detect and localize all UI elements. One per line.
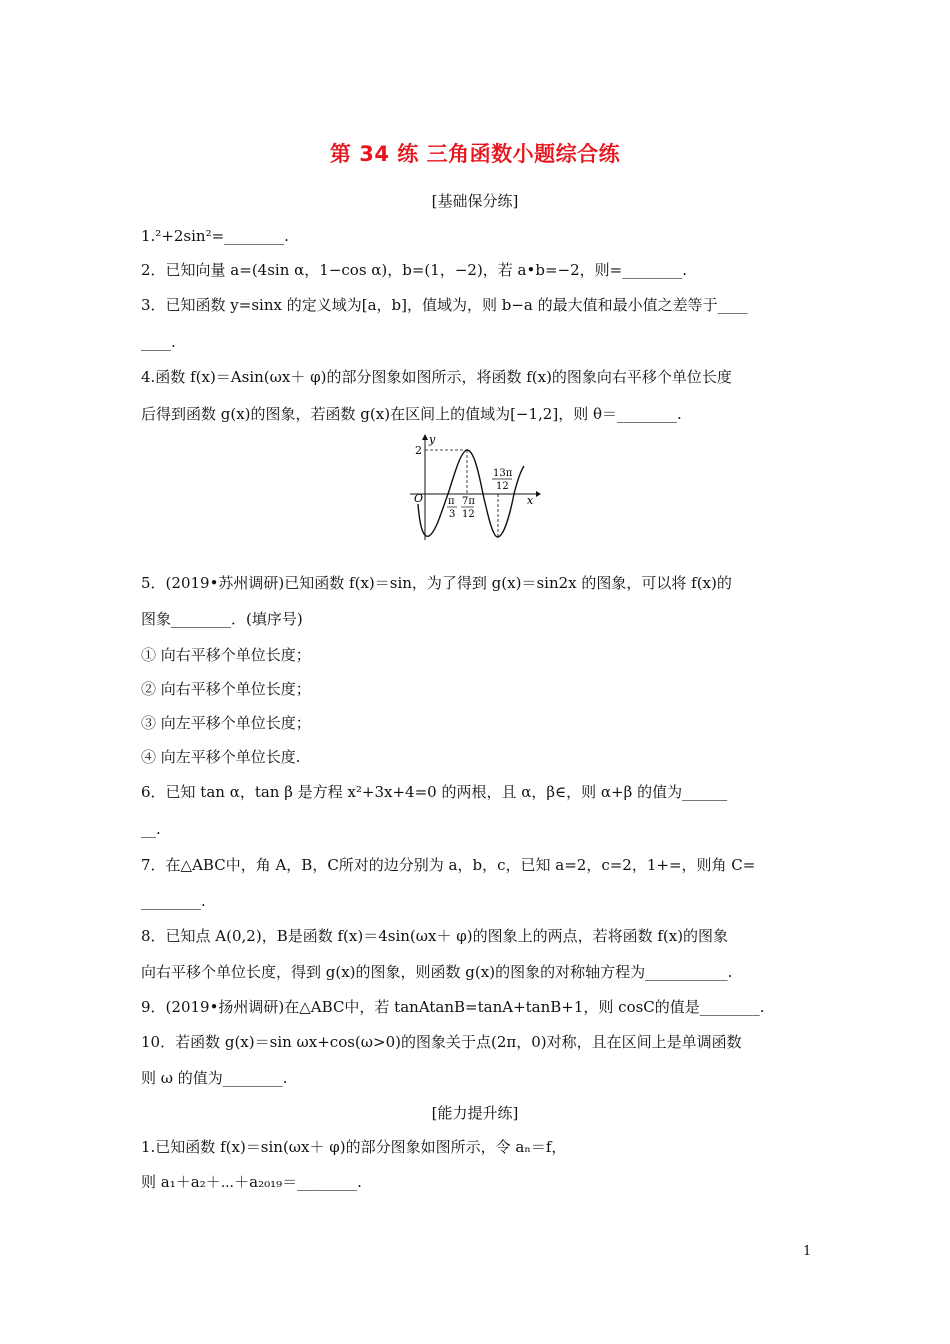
problem-line: 4.函数 f(x)＝Asin(ωx＋ φ)的部分图象如图所示，将函数 f(x)的图象向右平移个单位长度 (141, 368, 732, 386)
y-axis-arrow (422, 434, 428, 440)
problem-line: 后得到函数 g(x)的图象，若函数 g(x)在区间上的值域为[−1,2]，则 θ＝________. (141, 405, 682, 423)
problem-line: ____. (141, 333, 176, 351)
tick-b-numerator: 7π (462, 496, 475, 507)
tick-b-denominator: 12 (462, 509, 475, 520)
sine-graph-figure (400, 430, 550, 545)
page-number: 1 (803, 1244, 812, 1259)
section-basic: [基础保分练] (431, 192, 519, 210)
problem-line: 则 a₁＋a₂＋⋯＋a₂₀₁₉＝________. (141, 1173, 362, 1191)
problem-line: 5．(2019•苏州调研)已知函数 f(x)＝sin，为了得到 g(x)＝sin2x 的图象，可以将 f(x)的 (141, 574, 732, 592)
option-line: ④ 向左平移个单位长度. (141, 748, 301, 766)
option-line: ③ 向左平移个单位长度； (141, 714, 311, 732)
y-axis-label: y (429, 433, 436, 446)
problem-line: 3．已知函数 y=sinx 的定义域为[a，b]，值域为，则 b−a 的最大值和最小值之差等于____ (141, 296, 748, 314)
problem-line: 1.²+2sin²=________. (141, 227, 289, 245)
problem-line: 8．已知点 A(0,2)，B是函数 f(x)＝4sin(ωx＋ φ)的图象上的两点，若将函数 f(x)的图象 (141, 927, 729, 945)
problem-line: 则 ω 的值为________. (141, 1069, 288, 1087)
tick-c-numerator: 13π (493, 468, 513, 479)
problem-line: 7．在△ABC中，角 A，B，C所对的边分别为 a，b，c，已知 a=2，c=2，1+=，则角 C= (141, 856, 756, 874)
problem-line: 图象________．(填序号) (141, 610, 303, 628)
problem-line: 2．已知向量 a=(4sin α，1−cos α)，b=(1，−2)，若 a•b=−2，则=________. (141, 261, 687, 279)
origin-label: O (414, 492, 424, 505)
problem-line: 向右平移个单位长度，得到 g(x)的图象，则函数 g(x)的图象的对称轴方程为___________. (141, 963, 733, 981)
y-tick-label: 2 (415, 444, 422, 457)
problem-line: __. (141, 820, 161, 838)
tick-a-numerator: π (448, 496, 455, 507)
x-axis-label: x (527, 494, 534, 507)
tick-a-denominator: 3 (449, 509, 456, 520)
problem-line: 1.已知函数 f(x)＝sin(ωx＋ φ)的部分图象如图所示，令 aₙ＝f， (141, 1138, 567, 1156)
option-line: ② 向右平移个单位长度； (141, 680, 311, 698)
tick-c-denominator: 12 (496, 481, 509, 492)
problem-line: ________. (141, 892, 206, 910)
option-line: ① 向右平移个单位长度； (141, 646, 311, 664)
page-title: 第 34 练 三角函数小题综合练 (329, 142, 621, 166)
section-advanced: [能力提升练] (431, 1104, 519, 1122)
x-axis-arrow (536, 491, 541, 497)
problem-line: 6．已知 tan α，tan β 是方程 x²+3x+4=0 的两根，且 α，β∈，则 α+β 的值为______ (141, 783, 728, 801)
problem-line: 9．(2019•扬州调研)在△ABC中，若 tanAtanB=tanA+tanB+1，则 cosC的值是________. (141, 998, 765, 1016)
problem-line: 10．若函数 g(x)＝sin ωx+cos(ω>0)的图象关于点(2π，0)对称，且在区间上是单调函数 (141, 1033, 742, 1051)
